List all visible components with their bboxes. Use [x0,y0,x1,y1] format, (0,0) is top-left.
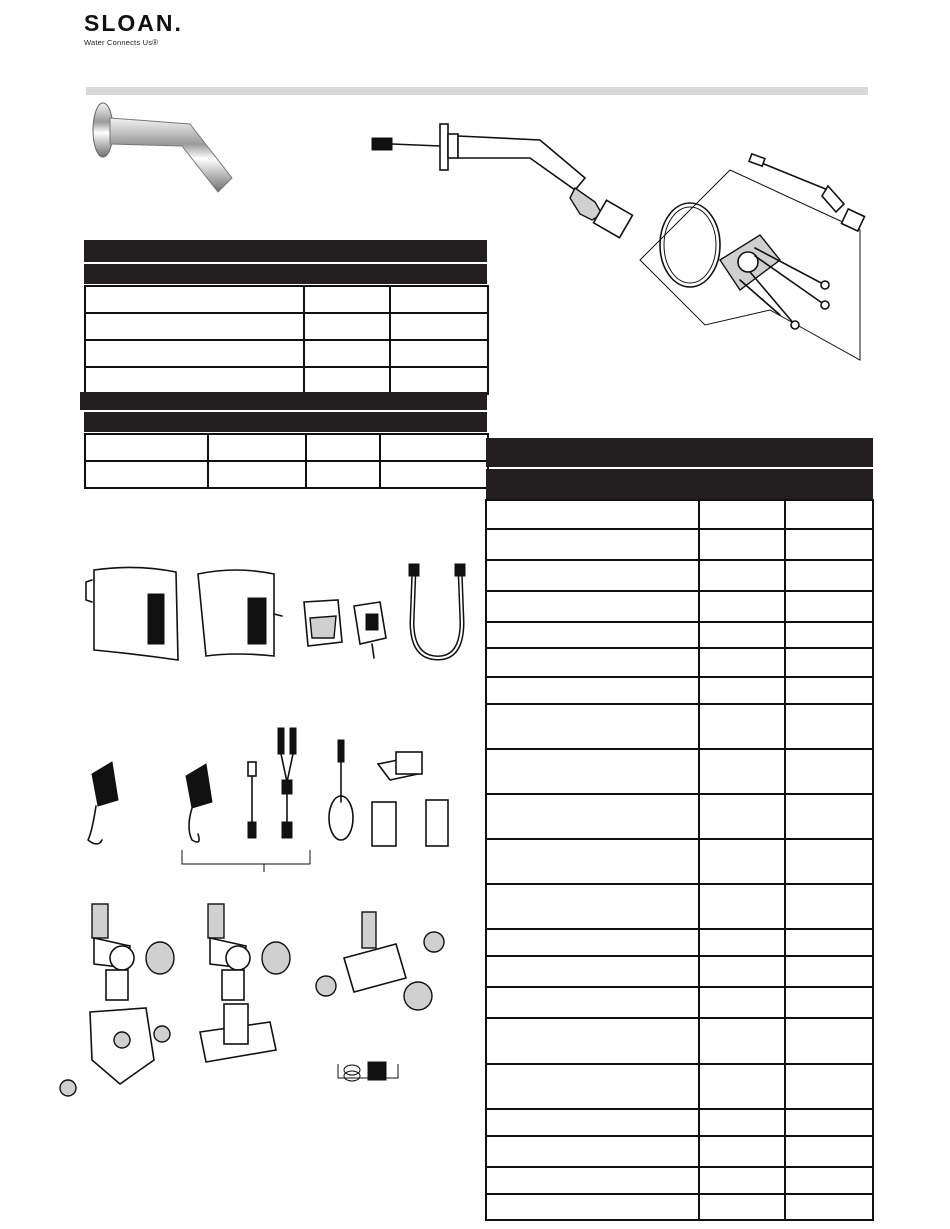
sloan-logo: SLOAN. Water Connects Us® [84,10,183,47]
table-row [486,1018,873,1064]
table-row [85,340,488,367]
parts-table [485,499,874,1221]
table-row [486,560,873,591]
table-row [85,461,488,488]
table-row [486,1136,873,1167]
table-2 [84,433,489,489]
sensor-cable-icon [748,150,868,240]
table-row [486,987,873,1018]
table-row [85,434,488,461]
table-row [486,1064,873,1109]
table-1 [84,285,489,395]
control-module-icons [76,562,476,672]
mixing-valve-icons [50,900,460,1112]
table-2-subheader-bar [84,412,487,432]
table-row [486,591,873,622]
table-row [486,704,873,749]
parts-table-header-bar [486,438,873,467]
table-row [486,677,873,704]
faucet-spout-photo-icon [80,100,240,200]
header-rule [86,87,868,95]
brand-name: SLOAN [84,10,175,36]
table-row [486,839,873,884]
power-adapter-icons [78,722,458,880]
brand-mark: . [174,10,183,36]
table-row [486,1194,873,1220]
brand-tagline: Water Connects Us [84,38,153,47]
table-row [85,313,488,340]
table-1-subheader-bar [84,264,487,284]
table-row [486,794,873,839]
table-row [85,367,488,394]
table-2-header-bar [80,392,487,410]
table-row [486,648,873,677]
table-row [486,884,873,929]
table-row [486,622,873,648]
table-row [486,929,873,956]
parts-table-subheader-bar [486,469,873,499]
table-row [486,500,873,529]
table-row [486,1167,873,1194]
table-row [486,1109,873,1136]
table-row [85,286,488,313]
table-row [486,529,873,560]
table-1-header-bar [84,240,487,262]
table-row [486,956,873,987]
spout-assembly-drawing-icon [370,118,640,238]
table-row [486,749,873,794]
